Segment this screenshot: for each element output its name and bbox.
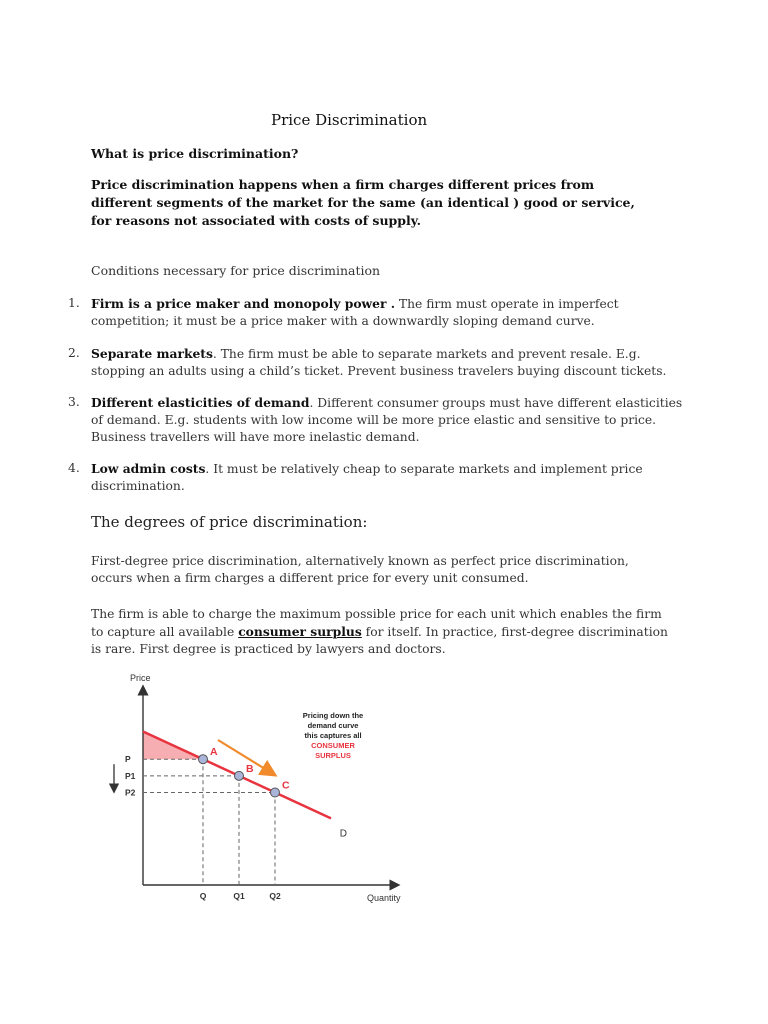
first-degree-paragraph: First-degree price discrimination, alternatively known as perfect price discrimination, occurs when a firm charges a different price for every unit consumed. xyxy=(91,554,629,585)
consumer-surplus-paragraph: The firm is able to charge the maximum possible price for each unit which enables the firm to capture all available consumer surplus for itself. In practice, first-degree discrimination is rare. First degree is practiced by lawyers and doctors. xyxy=(91,607,668,656)
quantity-tick-label: Q1 xyxy=(233,891,245,901)
demand-point xyxy=(271,788,280,797)
condition-text: The firm must operate in imperfect competition; it must be a price maker with a downwardly sloping demand curve. xyxy=(91,297,619,328)
point-label: C xyxy=(282,779,290,792)
annotation-text: Pricing down the xyxy=(302,711,364,720)
point-label: B xyxy=(246,762,254,775)
annotation-text: demand curve xyxy=(307,721,359,730)
demand-point xyxy=(199,755,208,764)
pricing-direction-arrow xyxy=(218,740,270,772)
condition-text: . It must be relatively cheap to separate markets and implement price discrimination. xyxy=(91,462,643,493)
annotation-text: this captures all xyxy=(304,731,362,740)
quantity-tick-label: Q2 xyxy=(269,891,281,901)
demand-label: D xyxy=(339,828,348,840)
page-title: Price Discrimination xyxy=(271,111,428,129)
condition-title: Different elasticities of demand xyxy=(91,395,310,410)
annotation-highlight: CONSUMER xyxy=(311,741,355,750)
consumer-surplus-link[interactable]: consumer surplus xyxy=(238,624,362,639)
price-tick-label: P1 xyxy=(125,770,136,781)
condition-title: Separate markets xyxy=(91,346,213,361)
conditions-heading: Conditions necessary for price discrimination xyxy=(91,263,381,278)
list-number: 3. xyxy=(68,395,80,409)
price-tick-label: P2 xyxy=(125,787,136,798)
degrees-heading: The degrees of price discrimination: xyxy=(91,513,368,531)
price-tick-label: P xyxy=(125,754,131,765)
annotation-highlight: SURPLUS xyxy=(315,751,351,760)
quantity-tick-label: Q xyxy=(199,891,207,901)
list-number: 1. xyxy=(68,296,80,310)
condition-text: . The firm must be able to separate markets and prevent resale. E.g. stopping an adults using a child’s ticket. Prevent business travelers buying discount tickets. xyxy=(91,347,667,378)
list-number: 2. xyxy=(68,346,80,360)
point-label: A xyxy=(210,746,218,759)
list-number: 4. xyxy=(68,461,80,475)
y-axis-label: Price xyxy=(130,673,151,683)
x-axis-label: Quantity xyxy=(367,893,401,903)
demand-point xyxy=(235,771,244,780)
condition-title: Firm is a price maker and monopoly power . xyxy=(91,296,396,311)
question-heading: What is price discrimination? xyxy=(91,146,299,161)
definition-text: Price discrimination happens when a firm charges different prices from different segments of the market for the same (an identical ) good or service, for reasons not associated with costs of supply. xyxy=(91,177,635,228)
condition-title: Low admin costs xyxy=(91,461,206,476)
condition-text: . Different consumer groups must have different elasticities of demand. E.g. students with low income will be more price elastic and sensitive to price. Business travellers will have more inelastic demand. xyxy=(91,396,683,444)
